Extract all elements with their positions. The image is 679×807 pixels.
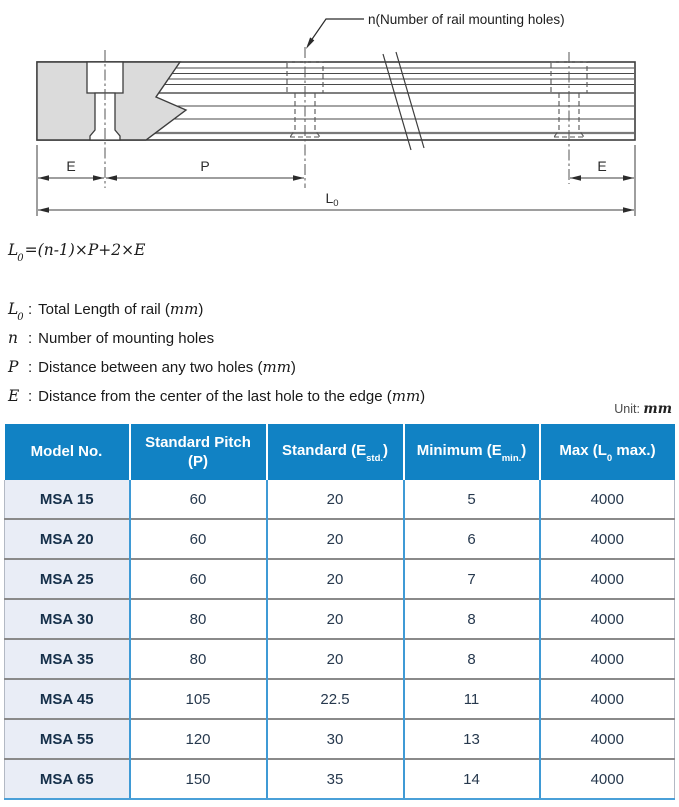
unit-note: Unit: mm xyxy=(614,401,672,417)
table-row xyxy=(5,639,675,679)
definition-e: E : Distance from the center of the last hole to the edge (mm) xyxy=(8,382,425,411)
definition-text: Distance between any two holes ( xyxy=(38,359,263,376)
pitch-cell: 60 xyxy=(130,480,267,519)
std-cell: 22.5 xyxy=(267,679,404,719)
col-header-max-l0: Max ($L_0$ max.) xyxy=(540,424,675,480)
max-cell: 4000 xyxy=(540,679,675,719)
definition-text: Number of mounting holes xyxy=(38,330,215,347)
mounting-holes-callout-label: n(Number of rail mounting holes) xyxy=(368,12,565,27)
symbol-definitions xyxy=(8,295,425,411)
pitch-cell: 80 xyxy=(130,599,267,639)
definition-text: Total Length of rail ( xyxy=(38,301,170,318)
max-cell: 4000 xyxy=(540,599,675,639)
pitch-cell: 150 xyxy=(130,759,267,799)
dim-label-p: P xyxy=(200,158,210,174)
min-cell: 8 xyxy=(404,599,540,639)
std-cell: 30 xyxy=(267,719,404,759)
std-cell: 20 xyxy=(267,480,404,519)
max-cell: 4000 xyxy=(540,759,675,799)
table-row xyxy=(5,719,675,759)
model-cell: MSA 25 xyxy=(5,559,130,599)
symbol-e: E xyxy=(8,387,20,405)
min-cell: 14 xyxy=(404,759,540,799)
dim-label-e-left: E xyxy=(66,158,76,174)
table-row xyxy=(5,759,675,799)
col-header-pitch: Standard Pitch (P) xyxy=(130,424,267,480)
pitch-cell: 120 xyxy=(130,719,267,759)
definition-n: n : Number of mounting holes xyxy=(8,324,425,353)
max-cell: 4000 xyxy=(540,719,675,759)
definition-p: P : Distance between any two holes (mm) xyxy=(8,353,425,382)
table-header-row xyxy=(5,424,675,480)
model-cell: MSA 15 xyxy=(5,480,130,519)
table-row xyxy=(5,679,675,719)
pitch-cell: 80 xyxy=(130,639,267,679)
max-cell: 4000 xyxy=(540,480,675,519)
min-cell: 13 xyxy=(404,719,540,759)
table-row xyxy=(5,559,675,599)
col-header-standard-e: Standard $(E_{std.})$ xyxy=(267,424,404,480)
std-cell: 35 xyxy=(267,759,404,799)
model-cell: MSA 65 xyxy=(5,759,130,799)
col-header-model: Model No. xyxy=(5,424,130,480)
rail-spec-table xyxy=(4,424,675,800)
pitch-cell: 60 xyxy=(130,519,267,559)
min-cell: 5 xyxy=(404,480,540,519)
col-header-minimum-e: Minimum $(E_{min.})$ xyxy=(404,424,540,480)
std-cell: 20 xyxy=(267,599,404,639)
dim-label-l0: $L_0$ xyxy=(325,190,339,209)
table-row xyxy=(5,519,675,559)
callout-leader-arrow xyxy=(306,19,364,49)
symbol-l0: $L_0$ xyxy=(8,300,24,324)
model-cell: MSA 55 xyxy=(5,719,130,759)
max-cell: 4000 xyxy=(540,519,675,559)
model-cell: MSA 45 xyxy=(5,679,130,719)
definition-text: Distance from the center of the last hole to the edge ( xyxy=(38,388,392,405)
symbol-p: P xyxy=(8,358,19,376)
max-cell: 4000 xyxy=(540,639,675,679)
rail-length-formula: $L_0=(n-1)\times P+2\times E$ xyxy=(8,241,146,265)
max-cell: 4000 xyxy=(540,559,675,599)
dim-label-e-right: E xyxy=(597,158,607,174)
min-cell: 8 xyxy=(404,639,540,679)
model-cell: MSA 20 xyxy=(5,519,130,559)
model-cell: MSA 35 xyxy=(5,639,130,679)
symbol-n: n xyxy=(8,329,18,347)
model-cell: MSA 30 xyxy=(5,599,130,639)
std-cell: 20 xyxy=(267,559,404,599)
pitch-cell: 105 xyxy=(130,679,267,719)
rail-diagram xyxy=(0,0,679,232)
min-cell: 6 xyxy=(404,519,540,559)
std-cell: 20 xyxy=(267,639,404,679)
table-row xyxy=(5,480,675,519)
pitch-cell: 60 xyxy=(130,559,267,599)
std-cell: 20 xyxy=(267,519,404,559)
table-row xyxy=(5,599,675,639)
min-cell: 7 xyxy=(404,559,540,599)
definition-l0: $L_0$ : Total Length of rail (mm) xyxy=(8,295,425,324)
min-cell: 11 xyxy=(404,679,540,719)
